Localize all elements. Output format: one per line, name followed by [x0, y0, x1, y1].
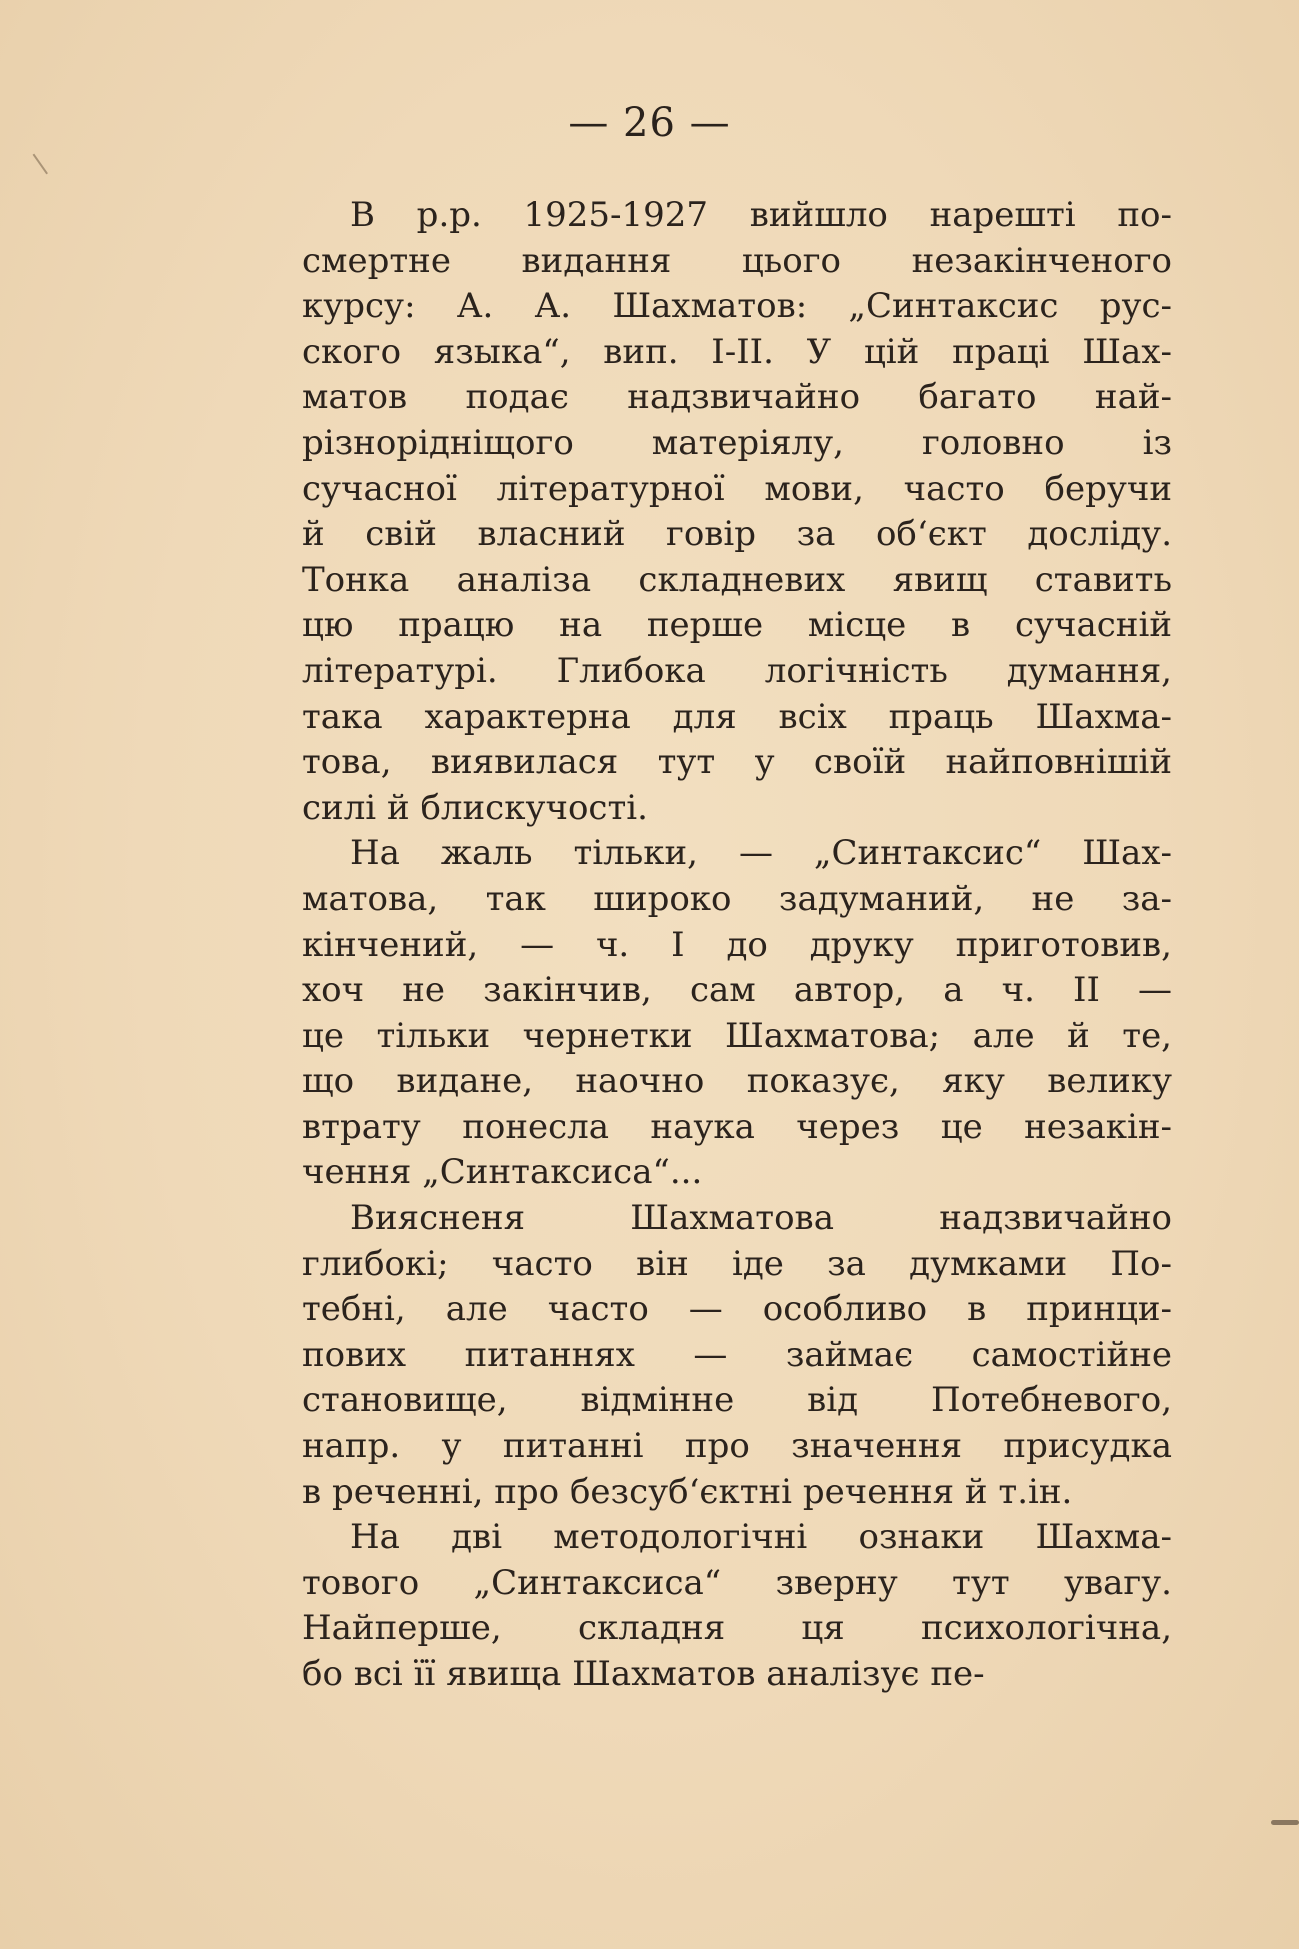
text-line: літературі. Глибока логічність думання,	[302, 650, 1172, 691]
paragraph	[302, 1515, 1172, 1697]
text-line: тебні, але часто — особливо в принци-	[302, 1289, 1172, 1330]
text-line: матова, так широко задуманий, не за-	[302, 878, 1172, 919]
text-line: глибокі; часто він іде за думками По-	[302, 1243, 1172, 1284]
text-line: ского языка“, вип. I-II. У цій праці Шах-	[302, 331, 1172, 372]
text-line: На жаль тільки, — „Синтаксис“ Шах-	[350, 833, 1172, 874]
text-line: така характерна для всіх праць Шахма-	[302, 696, 1172, 737]
text-line: різнорідніщого матеріялу, головно із	[302, 422, 1172, 463]
paper-speck	[1271, 1820, 1299, 1825]
paragraph	[302, 831, 1172, 1196]
text-line: Виясненя Шахматова надзвичайно	[350, 1198, 1172, 1239]
text-line: матов подає надзвичайно багато най-	[302, 377, 1172, 418]
paragraph	[302, 193, 1172, 831]
text-line: цю працю на перше місце в сучасній	[302, 605, 1172, 646]
text-line: силі й блискучості.	[302, 787, 648, 828]
text-line: Тонка аналіза складневих явищ ставить	[302, 559, 1172, 600]
text-line: й свій власний говір за об‘єкт досліду.	[302, 514, 1172, 555]
text-line: кінчений, — ч. I до друку приготовив,	[302, 924, 1172, 965]
text-line: това, виявилася тут у своїй найповнішій	[302, 742, 1172, 783]
text-line: На дві методологічні ознаки Шахма-	[350, 1517, 1172, 1558]
text-line: бо всі її явища Шахматов аналізує пе-	[302, 1654, 985, 1694]
text-line: Найперше, складня ця психологічна,	[302, 1608, 1172, 1649]
text-line: тового „Синтаксиса“ зверну тут увагу.	[302, 1562, 1172, 1603]
text-line: в реченні, про безсуб‘єктні речення й т.ін.	[302, 1471, 1073, 1512]
text-line: що видане, наочно показує, яку велику	[302, 1061, 1172, 1102]
text-line: пових питаннях — займає самостійне	[302, 1334, 1172, 1375]
text-line: курсу: А. А. Шахматов: „Синтаксис рус-	[302, 286, 1172, 327]
body-text	[302, 193, 1172, 1698]
text-line: втрату понесла наука через це незакін-	[302, 1106, 1172, 1147]
paragraph	[302, 1196, 1172, 1515]
text-line: це тільки чернетки Шахматова; але й те,	[302, 1015, 1172, 1056]
text-line: напр. у питанні про значення присудка	[302, 1426, 1172, 1467]
text-line: чення „Синтаксиса“...	[302, 1152, 703, 1193]
page-number: — 26 —	[568, 100, 731, 146]
text-line: В р.р. 1925-1927 вийшло нарешті по-	[350, 195, 1172, 235]
text-line: смертне видання цього незакінченого	[302, 240, 1172, 281]
text-line: сучасної літературної мови, часто беручи	[302, 468, 1172, 509]
text-line: становище, відмінне від Потебневого,	[302, 1380, 1172, 1421]
text-line: хоч не закінчив, сам автор, а ч. II —	[302, 970, 1172, 1011]
paper-scratch	[33, 146, 60, 175]
